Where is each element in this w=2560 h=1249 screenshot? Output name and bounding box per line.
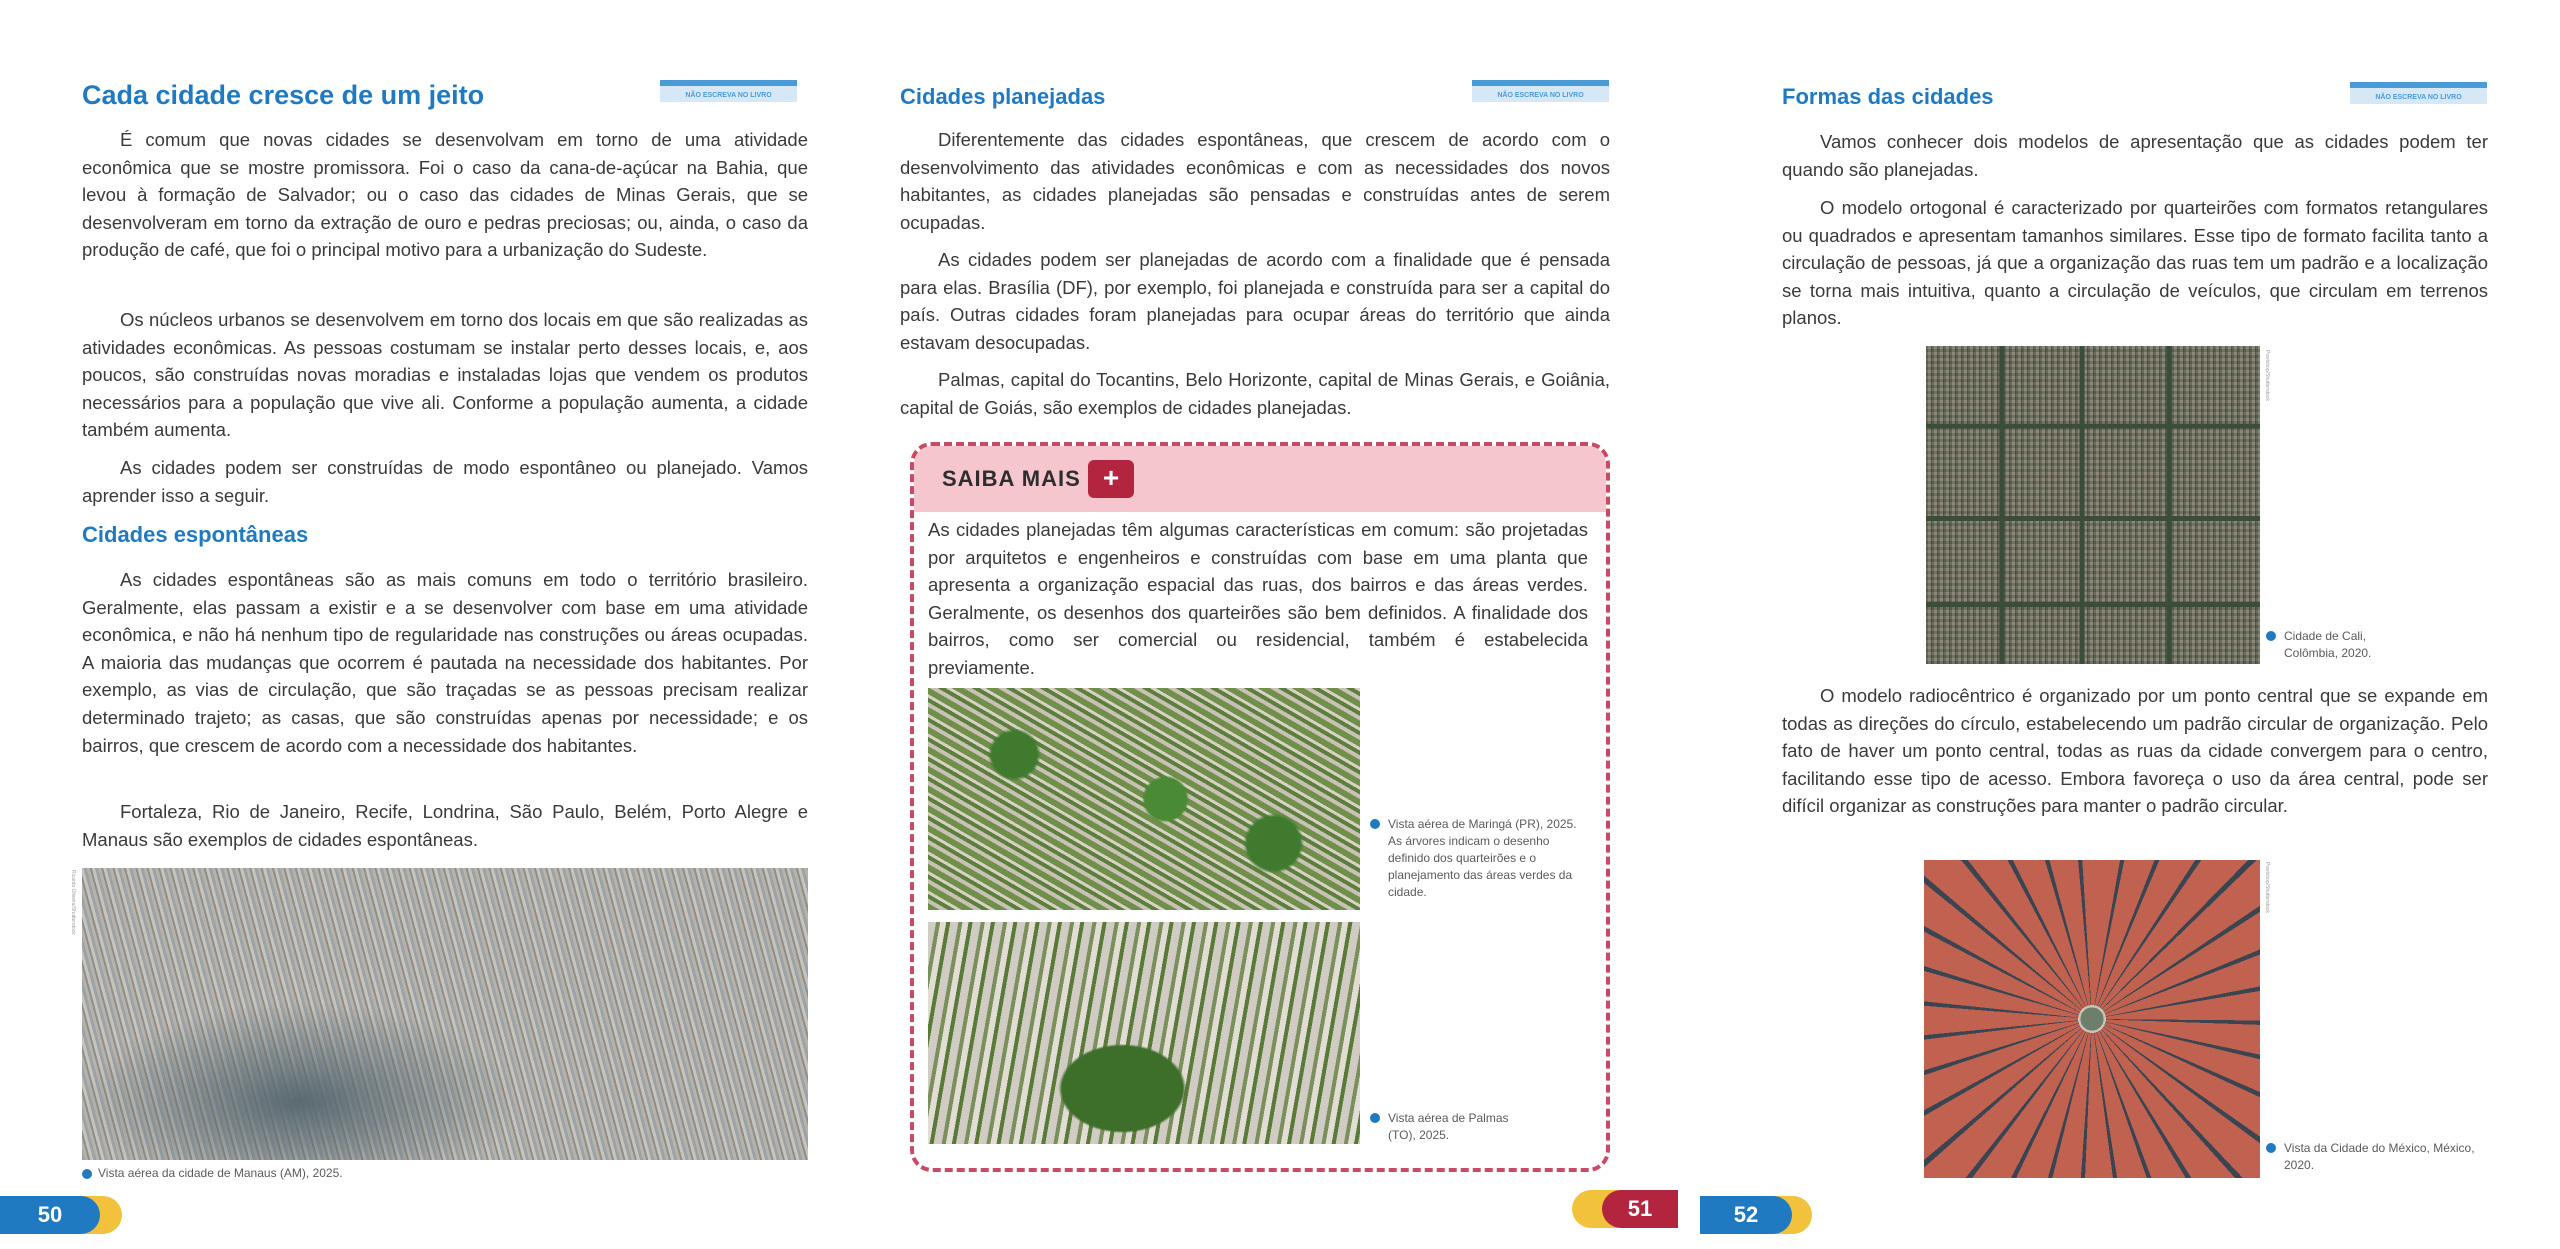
box-title: SAIBA MAIS (942, 466, 1081, 491)
paragraph-2: As cidades podem ser planejadas de acordo com a finalidade que é pensada para elas. Brasília (DF), por exemplo, foi planejada e construída para ser a capital do país. Outras cidades foram planejadas para ocupar áreas do território que ainda estavam desocupadas. (900, 249, 1610, 353)
no-write-badge: NÃO ESCREVA NO LIVRO (2350, 82, 2487, 104)
mexico-caption (2266, 1140, 2486, 1174)
paragraph-3: As cidades podem ser construídas de modo espontâneo ou planejado. Vamos aprender isso a seguir. (82, 457, 808, 506)
page-title: Cada cidade cresce de um jeito (82, 80, 485, 110)
palmas-aerial-photo (928, 922, 1360, 1144)
photo-credit: Pixelshop/Shutterstock (2264, 862, 2270, 913)
no-write-badge: NÃO ESCREVA NO LIVRO (1472, 80, 1609, 102)
photo-credit: Pixelshop/Shutterstock (2264, 350, 2270, 401)
maringa-caption (1370, 816, 1590, 901)
photo-caption (82, 1166, 343, 1180)
caption-text: Cidade de Cali, Colômbia, 2020. (2284, 629, 2372, 660)
page-52 (1700, 0, 2560, 1249)
page-number: 52 (1700, 1196, 1792, 1234)
bullet-dot-icon (1370, 1113, 1380, 1123)
bullet-dot-icon (1370, 819, 1380, 829)
paragraph-2: O modelo ortogonal é caracterizado por quarteirões com formatos retangulares ou quadrados e apresentam tamanhos similares. Esse tipo de formato facilita tanto a circulação de pessoas, já que a organização das ruas tem um padrão e a localização se torna mais intuitiva, quanto a circulação de veículos, que circulam em terrenos planos. (1782, 197, 2488, 329)
paragraph-2: Os núcleos urbanos se desenvolvem em torno dos locais em que são realizadas as atividades econômicas. As pessoas costumam se instalar perto desses locais, e, aos poucos, são construídas novas moradias e instaladas lojas que vendem os produtos necessários para a população que vive ali. Conforme a população aumenta, a cidade também aumenta. (82, 309, 808, 441)
paragraph-5: Fortaleza, Rio de Janeiro, Recife, Londrina, São Paulo, Belém, Porto Alegre e Manaus são exemplos de cidades espontâneas. (82, 801, 808, 850)
section-subtitle: Cidades espontâneas (82, 522, 309, 547)
caption-text: Vista aérea de Palmas (TO), 2025. (1388, 1111, 1509, 1142)
paragraph-1: Vamos conhecer dois modelos de apresentação que as cidades podem ter quando são planejadas. (1782, 131, 2488, 180)
paragraph-3: O modelo radiocêntrico é organizado por um ponto central que se expande em todas as direções do círculo, estabelecendo um padrão circular de organização. Pelo fato de haver um ponto central, todas as ruas da cidade convergem para o centro, facilitando esse tipo de acesso. Embora favoreça o uso da área central, pode ser difícil organizar as construções para manter o padrão circular. (1782, 685, 2488, 817)
page-50 (0, 0, 820, 1249)
caption-text: Vista aérea de Maringá (PR), 2025. As árvores indicam o desenho definido dos quarteirões e o planejamento das áreas verdes da cidade. (1388, 817, 1577, 899)
paragraph-4: As cidades espontâneas são as mais comuns em todo o território brasileiro. Geralmente, elas passam a existir e a se desenvolver com base em uma atividade econômica, e não há nenhum tipo de regularidade nas construções ou áreas ocupadas. A maioria das mudanças que ocorrem é pautada na necessidade dos habitantes. Por exemplo, as vias de circulação, que são traçadas se as pessoas precisam realizar determinado trajeto; as casas, que são construídas apenas por necessidade; e os bairros, que crescem de acordo com a necessidade dos habitantes. (82, 569, 808, 756)
mexico-radiocentric-photo (1924, 860, 2260, 1178)
caption-text: Vista aérea da cidade de Manaus (AM), 2025. (98, 1166, 343, 1180)
no-write-badge: NÃO ESCREVA NO LIVRO (660, 80, 797, 102)
cali-orthogonal-photo (1926, 346, 2260, 664)
paragraph-1: Diferentemente das cidades espontâneas, que crescem de acordo com o desenvolvimento das atividades econômicas e com as necessidades dos novos habitantes, as cidades planejadas são pensadas e construídas antes de serem ocupadas. (900, 129, 1610, 233)
photo-credit: Ricardo Oliveira/Shutterstock (70, 870, 76, 935)
box-text: As cidades planejadas têm algumas características em comum: são projetadas por arquitetos e engenheiros e construídas com base em uma planta que apresenta a organização espacial das ruas, dos bairros e das áreas verdes. Geralmente, os desenhos dos quarteirões são bem definidos. A finalidade dos bairros, como ser comercial ou residencial, também é estabelecida previamente. (928, 519, 1588, 678)
page-title: Cidades planejadas (900, 84, 1106, 109)
page-number: 50 (0, 1196, 100, 1234)
bullet-dot-icon (82, 1169, 92, 1179)
page-number: 51 (1602, 1190, 1678, 1228)
bullet-dot-icon (2266, 631, 2276, 641)
paragraph-3: Palmas, capital do Tocantins, Belo Horizonte, capital de Minas Gerais, e Goiânia, capital de Goiás, são exemplos de cidades planejadas. (900, 369, 1610, 418)
paragraph-1: É comum que novas cidades se desenvolvam em torno de uma atividade econômica que se mostre promissora. Foi o caso da cana-de-açúcar na Bahia, que levou à formação de Salvador; ou o caso das cidades de Minas Gerais, que se desenvolveram em torno da extração de ouro e pedras preciosas; ou, ainda, o caso da produção de café, que foi o principal motivo para a urbanização do Sudeste. (82, 129, 808, 261)
plus-icon: + (1088, 460, 1134, 498)
saiba-mais-box (910, 442, 1610, 1172)
caption-text: Vista da Cidade do México, México, 2020. (2284, 1141, 2475, 1172)
maringa-aerial-photo (928, 688, 1360, 910)
manaus-aerial-photo (82, 868, 808, 1160)
box-header (914, 446, 1606, 512)
palmas-caption (1370, 1110, 1510, 1144)
cali-caption (2266, 628, 2416, 662)
page-title: Formas das cidades (1782, 84, 1994, 109)
bullet-dot-icon (2266, 1143, 2276, 1153)
page-51 (820, 0, 1700, 1249)
